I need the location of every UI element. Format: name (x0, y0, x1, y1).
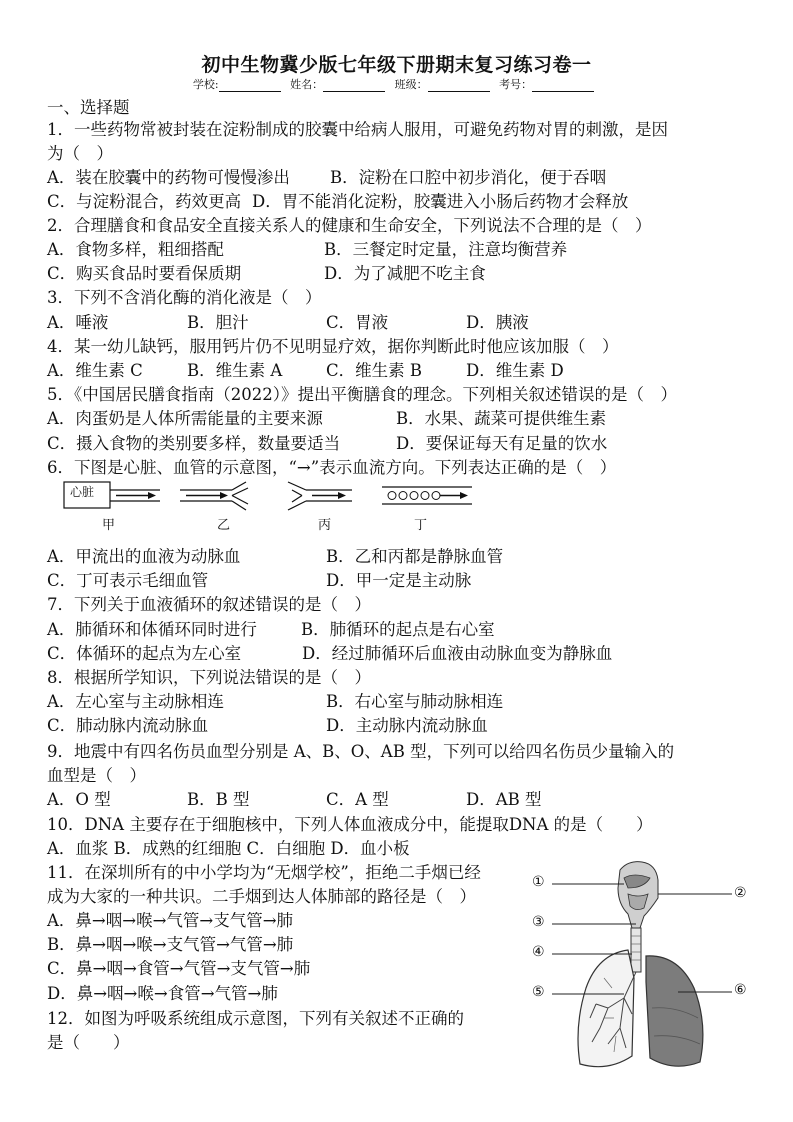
q12-stem-line1: 12．如图为呼吸系统组成示意图，下列有关叙述不正确的 (47, 1009, 464, 1028)
q1-stem-line2: 为（ ） (47, 144, 113, 163)
q6-option-b: B．乙和丙都是静脉血管 (326, 547, 504, 566)
q5-option-b: B．水果、蔬菜可提供维生素 (396, 409, 607, 428)
q9-option-b: B．B 型 (187, 790, 250, 809)
q11-stem-line1: 11．在深圳所有的中小学均为“无烟学校”，拒绝二手烟已经 (47, 863, 481, 882)
exam-no-blank[interactable] (532, 81, 594, 92)
q3-option-c: C．胃液 (326, 313, 389, 332)
q4-option-a: A．维生素 C (47, 361, 143, 380)
name-blank[interactable] (323, 81, 385, 92)
marker-3: ③ (532, 914, 545, 930)
q8-option-b: B．右心室与肺动脉相连 (326, 692, 504, 711)
marker-1: ① (532, 874, 545, 890)
q7-option-d: D．经过肺循环后血液由动脉血变为静脉血 (302, 644, 613, 663)
q4-stem: 4．某一幼儿缺钙，服用钙片仍不见明显疗效，据你判断此时他应该加服（ ） (47, 337, 619, 356)
q6-option-a: A．甲流出的血液为动脉血 (47, 547, 241, 566)
vessel-diagram-svg (62, 480, 492, 516)
q2-option-b: B．三餐定时定量，注意均衡营养 (324, 240, 568, 259)
q3-stem: 3．下列不含消化酶的消化液是（ ） (47, 288, 322, 307)
q11-option-c: C．鼻→咽→食管→气管→支气管→肺 (47, 959, 311, 978)
marker-2: ② (734, 885, 747, 901)
q4-option-d: D．维生素 D (466, 361, 564, 380)
q3-option-b: B．胆汁 (187, 313, 249, 332)
exam-no-label: 考号： (499, 78, 533, 91)
q8-option-c: C．肺动脉内流动脉血 (47, 716, 209, 735)
q2-option-d: D．为了减肥不吃主食 (324, 264, 486, 283)
q1-option-d: D．胃不能消化淀粉，胶囊进入小肠后药物才会释放 (252, 192, 629, 211)
q5-option-c: C．摄入食物的类别要多样，数量要适当 (47, 434, 341, 453)
q9-stem-line2: 血型是（ ） (47, 766, 146, 785)
marker-4: ④ (532, 944, 545, 960)
vessel-label-bing: 丙 (318, 518, 332, 533)
exam-title: 初中生物冀少版七年级下册期末复习练习卷一 (201, 54, 592, 76)
q2-option-a: A．食物多样，粗细搭配 (47, 240, 224, 259)
school-blank[interactable] (219, 81, 281, 92)
school-label: 学校: (192, 78, 219, 91)
q3-option-a: A．唾液 (47, 313, 109, 332)
q4-option-b: B．维生素 A (187, 361, 283, 380)
q2-option-c: C．购买食品时要看保质期 (47, 264, 242, 283)
vessel-yi (180, 482, 248, 510)
respiratory-system-figure (528, 858, 782, 1080)
q11-option-a: A．鼻→咽→喉→气管→支气管→肺 (47, 911, 294, 930)
q6-option-d: D．甲一定是主动脉 (326, 571, 472, 590)
student-info-line (0, 76, 793, 92)
name-label: 姓名： (290, 78, 324, 91)
q8-option-a: A．左心室与主动脉相连 (47, 692, 224, 711)
vessel-label-jia: 甲 (102, 518, 116, 533)
q6-option-c: C．丁可表示毛细血管 (47, 571, 209, 590)
q5-stem: 5．《中国居民膳食指南（2022）》提出平衡膳食的理念。下列相关叙述错误的是（ ） (47, 385, 677, 404)
q8-stem: 8．根据所学知识，下列说法错误的是（ ） (47, 668, 371, 687)
q11-option-b: B．鼻→咽→喉→支气管→气管→肺 (47, 935, 294, 954)
q9-stem-line1: 9．地震中有四名伤员血型分别是 A、B、O、AB 型，下列可以给四名伤员少量输入的 (47, 742, 675, 761)
vessel-label-yi: 乙 (217, 518, 231, 533)
q9-option-d: D．AB 型 (466, 790, 542, 809)
marker-6: ⑥ (734, 982, 747, 998)
q12-stem-line2: 是（ ） (47, 1033, 130, 1052)
q9-option-c: C．A 型 (326, 790, 389, 809)
q10-stem: 10．DNA 主要存在于细胞核中，下列人体血液成分中，能提取DNA 的是（ ） (47, 815, 653, 834)
q6-stem: 6．下图是心脏、血管的示意图，“→”表示血流方向。下列表达正确的是（ ） (47, 458, 617, 477)
q11-option-d: D．鼻→咽→喉→食管→气管→肺 (47, 984, 278, 1003)
q2-stem: 2．合理膳食和食品安全直接关系人的健康和生命安全，下列说法不合理的是（ ） (47, 216, 652, 235)
q3-option-d: D．胰液 (466, 313, 529, 332)
q7-option-b: B．肺循环的起点是右心室 (301, 620, 495, 639)
q8-option-d: D．主动脉内流动脉血 (326, 716, 488, 735)
vessel-ding (382, 487, 472, 504)
q10-options: A．血浆 B．成熟的红细胞 C．白细胞 D．血小板 (47, 839, 410, 858)
q1-option-b: B．淀粉在口腔中初步消化，便于吞咽 (330, 168, 607, 187)
heart-vessel-diagram (62, 480, 492, 540)
vessel-bing (288, 482, 352, 510)
marker-5: ⑤ (532, 984, 545, 1000)
q5-option-d: D．要保证每天有足量的饮水 (396, 434, 608, 453)
class-blank[interactable] (428, 81, 490, 92)
q1-stem-line1: 1．一些药物常被封装在淀粉制成的胶囊中给病人服用，可避免药物对胃的刺激，是因 (47, 120, 668, 139)
section-heading: 一、选择题 (47, 98, 130, 117)
vessel-label-ding: 丁 (414, 518, 428, 533)
q7-stem: 7．下列关于血液循环的叙述错误的是（ ） (47, 595, 371, 614)
heart-label: 心脏 (70, 485, 95, 499)
class-label: 班级： (394, 78, 428, 91)
q1-option-a: A．装在胶囊中的药物可慢慢渗出 (47, 168, 290, 187)
q7-option-c: C．体循环的起点为左心室 (47, 644, 242, 663)
q9-option-a: A．O 型 (47, 790, 111, 809)
q5-option-a: A．肉蛋奶是人体所需能量的主要来源 (47, 409, 323, 428)
q4-option-c: C．维生素 B (326, 361, 422, 380)
q11-stem-line2: 成为大家的一种共识。二手烟到达人体肺部的路径是（ ） (47, 887, 476, 906)
q7-option-a: A．肺循环和体循环同时进行 (47, 620, 257, 639)
q1-option-c: C．与淀粉混合，药效更高 (47, 192, 242, 211)
